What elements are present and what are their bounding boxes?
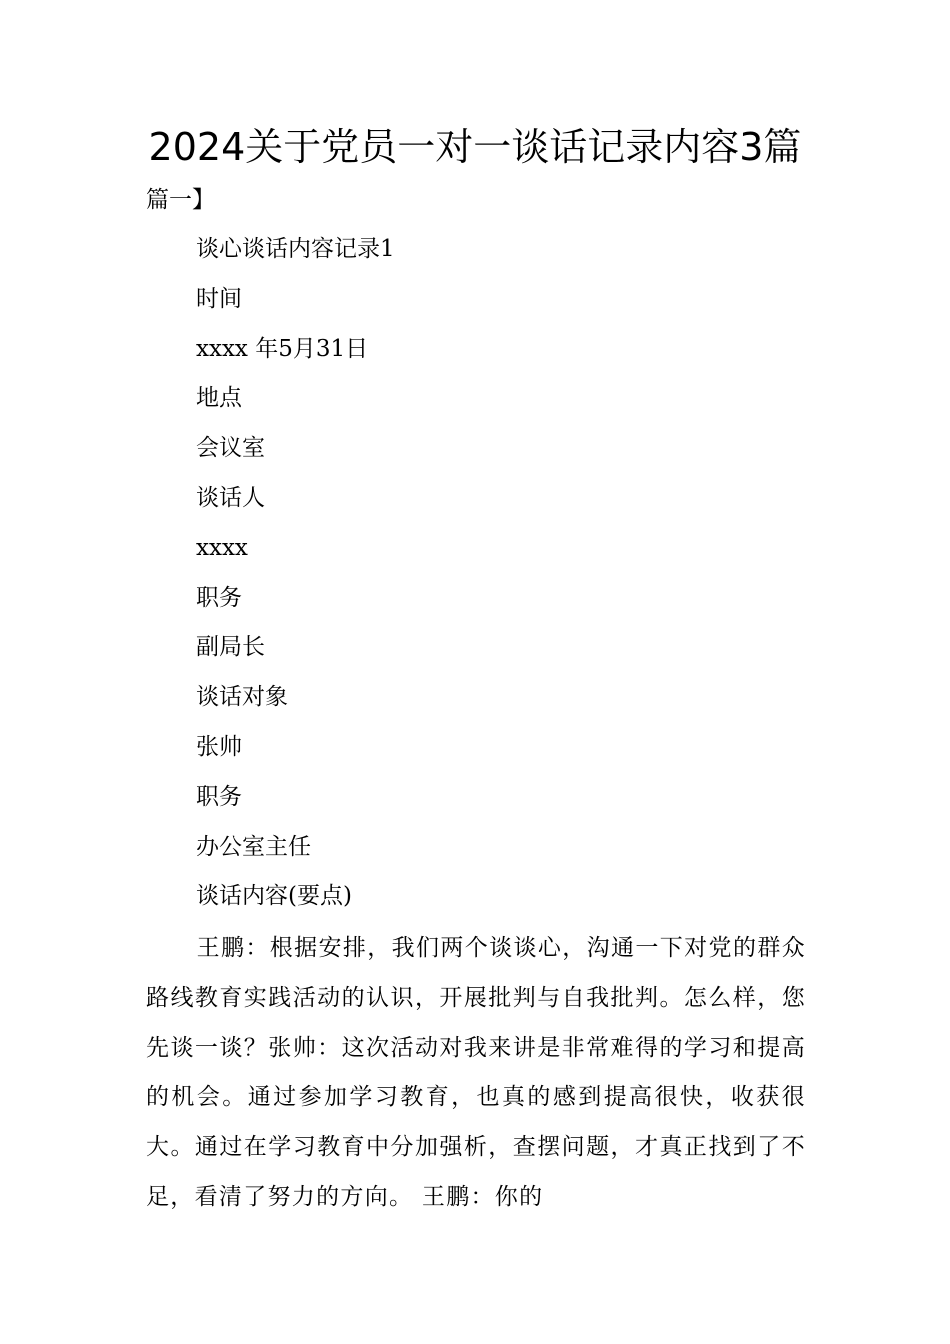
field-value-interviewee: 张帅 bbox=[196, 733, 242, 760]
field-label-speaker-position: 职务 bbox=[196, 584, 242, 611]
field-label-content: 谈话内容(要点) bbox=[196, 883, 352, 910]
field-label-location: 地点 bbox=[196, 385, 242, 412]
field-value-speaker-position: 副局长 bbox=[196, 634, 265, 661]
field-label-interviewee: 谈话对象 bbox=[196, 684, 288, 711]
field-value-interviewee-position: 办公室主任 bbox=[196, 833, 311, 860]
field-value-location: 会议室 bbox=[196, 435, 265, 462]
field-label-speaker: 谈话人 bbox=[196, 484, 265, 511]
section-label: 篇一】 bbox=[146, 187, 215, 213]
field-label-time: 时间 bbox=[196, 285, 242, 312]
conversation-paragraph: 王鹏：根据安排，我们两个谈谈心，沟通一下对党的群众路线教育实践活动的认识，开展批判与自我批判。怎么样，您先谈一谈？张帅：这次活动对我来讲是非常难得的学习和提高的机会。通过参加学习教育，也真的感到提高很快，收获很大。通过在学习教育中分加强析，查摆问题，才真正找到了不足，看清了努力的方向。 王鹏：你的 bbox=[146, 935, 806, 1210]
document-title: 2024关于党员一对一谈话记录内容3篇 bbox=[148, 125, 802, 169]
field-value-speaker: xxxx bbox=[196, 534, 248, 561]
field-label-interviewee-position: 职务 bbox=[196, 783, 242, 810]
record-field-list bbox=[196, 230, 816, 927]
field-value-time: xxxx 年5月31日 bbox=[196, 335, 369, 362]
record-heading: 谈心谈话内容记录1 bbox=[196, 236, 395, 262]
